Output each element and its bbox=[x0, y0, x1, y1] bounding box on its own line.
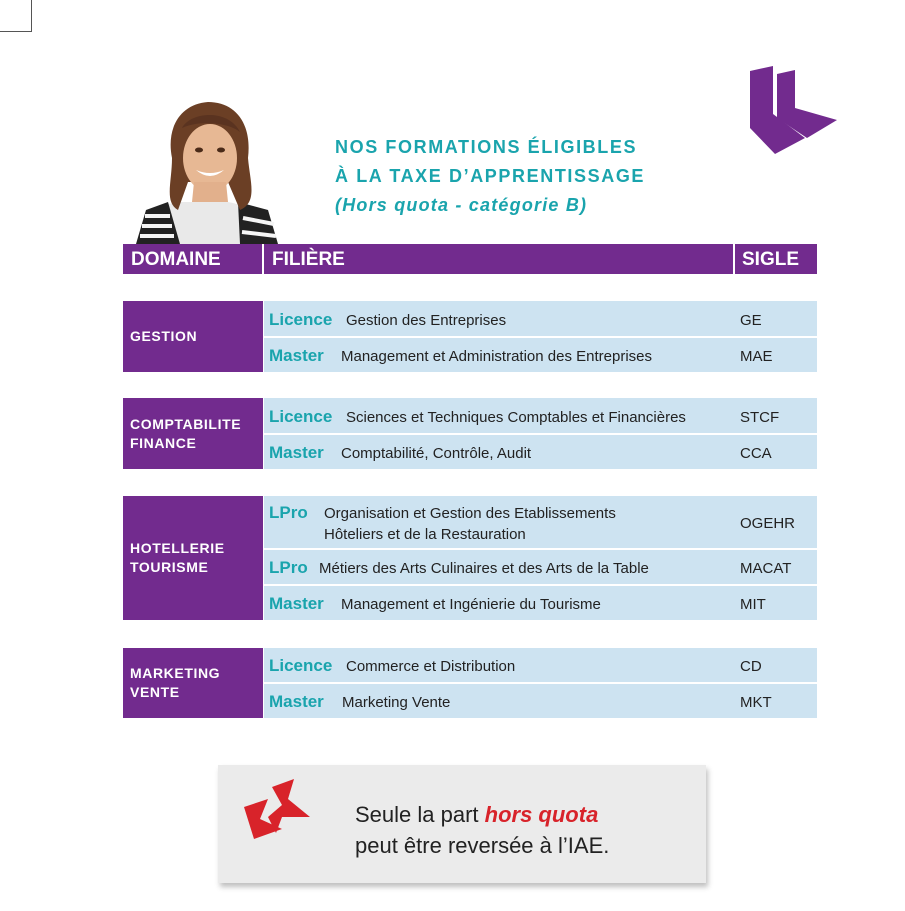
program-label-line2: Hôteliers et de la Restauration bbox=[324, 526, 526, 543]
header-domaine: DOMAINE bbox=[123, 244, 262, 274]
program-label: Métiers des Arts Culinaires et des Arts de la Table bbox=[319, 560, 649, 577]
degree-label: Master bbox=[269, 594, 324, 613]
table-row bbox=[264, 496, 817, 548]
degree-label: Master bbox=[269, 346, 324, 365]
sigle-label: GE bbox=[740, 312, 762, 329]
header-filiere: FILIÈRE bbox=[264, 244, 733, 274]
domain-label: MARKETING bbox=[130, 665, 221, 681]
domain-comptabilite-finance bbox=[123, 398, 263, 469]
program-label: Gestion des Entreprises bbox=[346, 312, 507, 329]
program-label: Management et Ingénierie du Tourisme bbox=[341, 596, 601, 613]
page-title bbox=[335, 133, 645, 220]
header-sigle: SIGLE bbox=[735, 244, 817, 274]
title-line-1: NOS FORMATIONS ÉLIGIBLES bbox=[335, 137, 638, 157]
degree-label: Licence bbox=[269, 407, 333, 426]
table-row bbox=[264, 684, 817, 718]
degree-label: Licence bbox=[269, 656, 333, 675]
table-row bbox=[264, 398, 817, 433]
title-line-2: À LA TAXE D’APPRENTISSAGE bbox=[335, 166, 646, 186]
note-text bbox=[355, 799, 609, 861]
domain-marketing-vente bbox=[123, 648, 263, 718]
sigle-label: MKT bbox=[740, 694, 772, 711]
sigle-label: CCA bbox=[740, 445, 772, 462]
table-row bbox=[264, 550, 817, 584]
degree-label: Licence bbox=[269, 310, 333, 329]
table-row bbox=[264, 338, 817, 372]
sigle-label: STCF bbox=[740, 409, 780, 426]
sigle-label: OGEHR bbox=[740, 515, 796, 532]
degree-label: Master bbox=[269, 692, 324, 711]
title-subtitle: (Hors quota - catégorie B) bbox=[335, 195, 588, 215]
sigle-label: MAE bbox=[740, 348, 773, 365]
note-line-2: peut être reversée à l’IAE. bbox=[355, 833, 610, 858]
sigle-label: MIT bbox=[740, 596, 766, 613]
domain-label: FINANCE bbox=[130, 434, 197, 451]
sigle-label: CD bbox=[740, 658, 762, 675]
program-label: Sciences et Techniques Comptables et Financières bbox=[346, 409, 686, 426]
table-row bbox=[264, 586, 817, 620]
degree-label: Master bbox=[269, 443, 324, 462]
domain-hotellerie-tourisme bbox=[123, 496, 263, 620]
domain-label: HOTELLERIE bbox=[130, 540, 225, 556]
domain-label: COMPTABILITE bbox=[130, 415, 242, 432]
table-row bbox=[264, 435, 817, 469]
table-row bbox=[264, 648, 817, 682]
program-label: Comptabilité, Contrôle, Audit bbox=[341, 445, 532, 462]
sigle-label: MACAT bbox=[740, 560, 792, 577]
program-label: Management et Administration des Entreprises bbox=[341, 348, 652, 365]
hors-quota-note bbox=[218, 765, 706, 883]
note-prefix: Seule la part bbox=[355, 802, 485, 827]
program-label: Commerce et Distribution bbox=[346, 658, 516, 675]
note-highlight: hors quota bbox=[484, 802, 599, 827]
domain-label: GESTION bbox=[130, 328, 198, 344]
red-chevron-icon bbox=[242, 777, 312, 843]
student-photo bbox=[128, 98, 278, 244]
corner-frame bbox=[0, 0, 32, 32]
program-label: Marketing Vente bbox=[342, 694, 451, 711]
domain-label: VENTE bbox=[130, 684, 180, 700]
degree-label: LPro bbox=[269, 558, 308, 577]
program-label: Organisation et Gestion des Etablissements bbox=[324, 505, 616, 522]
domain-gestion bbox=[123, 301, 263, 372]
chevron-logo-icon bbox=[745, 66, 840, 156]
domain-label: TOURISME bbox=[130, 559, 209, 575]
table-row bbox=[264, 301, 817, 336]
degree-label: LPro bbox=[269, 503, 308, 522]
